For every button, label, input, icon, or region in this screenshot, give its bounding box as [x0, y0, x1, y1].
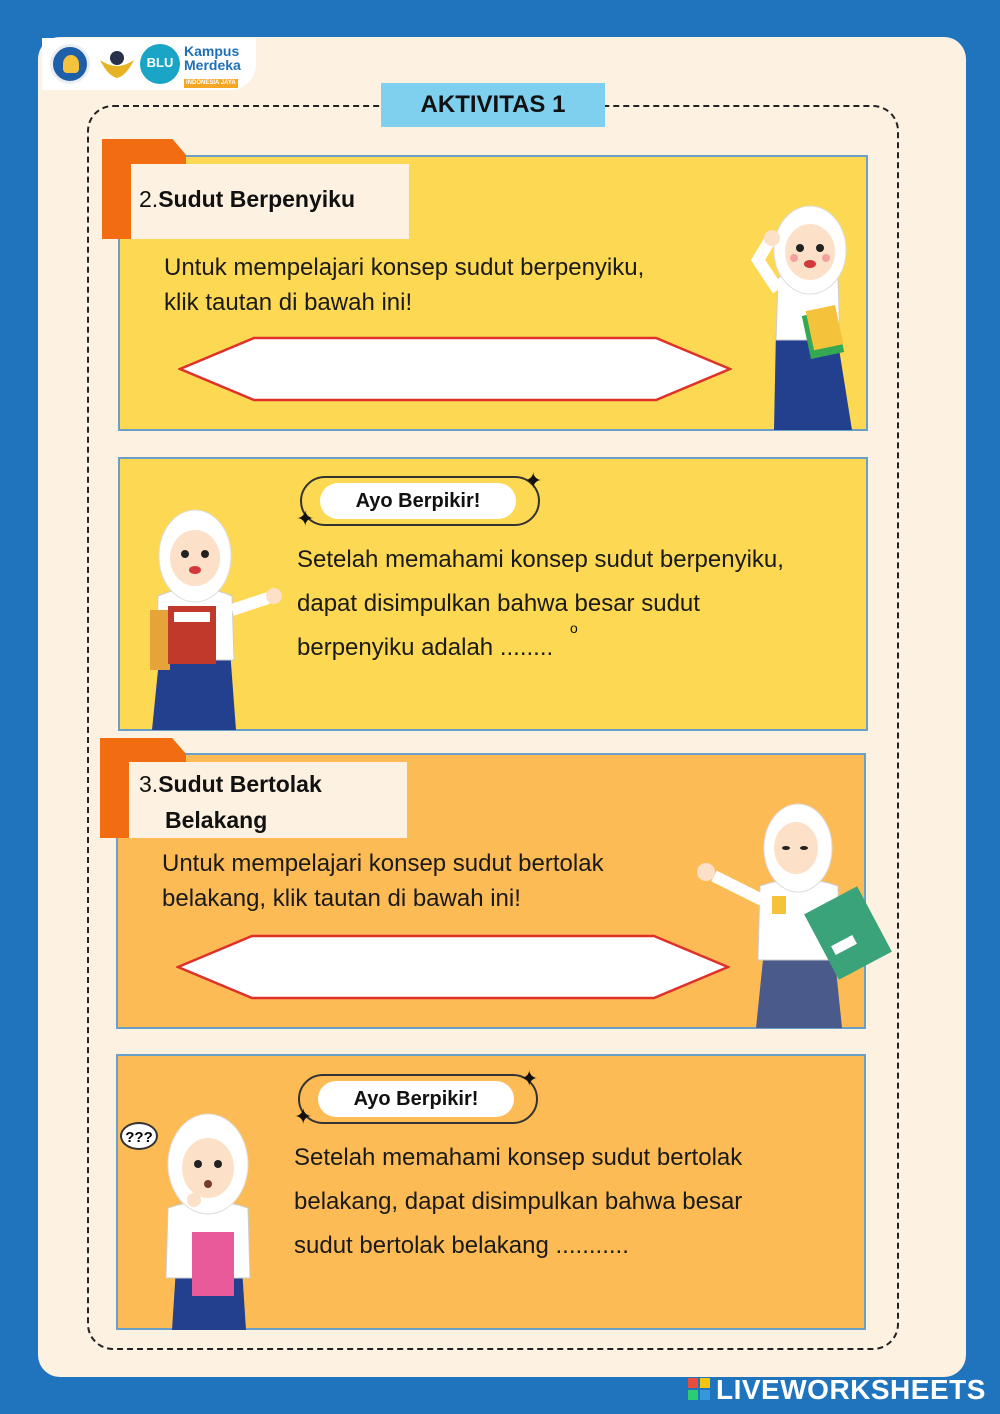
section-3-link-box[interactable]: [176, 934, 730, 1000]
think-1-pill: [300, 476, 540, 526]
blu-logo: BLU: [140, 44, 180, 84]
thought-bubble: ???: [120, 1122, 158, 1150]
think-1-text: Setelah memahami konsep sudut berpenyiku, dapat disimpulkan bahwa besar sudut berpenyiku adalah ........: [297, 546, 784, 661]
think-2-label: Ayo Berpikir!: [318, 1081, 514, 1117]
logo-strip: [42, 38, 256, 90]
think-1-label: Ayo Berpikir!: [320, 483, 516, 519]
university-logo-icon: [96, 42, 138, 84]
think-2-text: Setelah memahami konsep sudut bertolak belakang, dapat disimpulkan bahwa besar sudut bertolak belakang ...........: [294, 1144, 743, 1259]
sparkle-icon: ✦: [524, 468, 543, 493]
kampus-merdeka-logo: Kampus Merdeka INDONESIA JAYA: [184, 43, 241, 86]
section-2-link-box[interactable]: [178, 336, 732, 402]
section-2-heading: 2.Sudut Berpenyiku: [131, 164, 409, 239]
degree-symbol: o: [570, 620, 578, 636]
student-raising-fist-illustration: [748, 200, 866, 430]
activity-title: AKTIVITAS 1: [381, 83, 605, 127]
sparkle-icon: ✦: [296, 506, 315, 531]
liveworksheets-watermark: LIVEWORKSHEETS: [688, 1374, 988, 1406]
section-3-heading: 3.Sudut Bertolak Belakang: [129, 762, 407, 838]
sparkle-icon: ✦: [294, 1104, 313, 1129]
student-thinking-illustration: [150, 1108, 270, 1330]
tutwuri-logo-icon: [50, 44, 90, 84]
sparkle-icon: ✦: [520, 1066, 539, 1091]
liveworksheets-logo-icon: [688, 1378, 710, 1400]
student-holding-book-illustration: [684, 800, 896, 1028]
student-pointing-illustration: [140, 500, 290, 730]
section-2-instruction: Untuk mempelajari konsep sudut berpenyiku, klik tautan di bawah ini!: [164, 254, 645, 316]
section-3-instruction: Untuk mempelajari konsep sudut bertolak belakang, klik tautan di bawah ini!: [162, 850, 604, 912]
think-2-pill: [298, 1074, 538, 1124]
